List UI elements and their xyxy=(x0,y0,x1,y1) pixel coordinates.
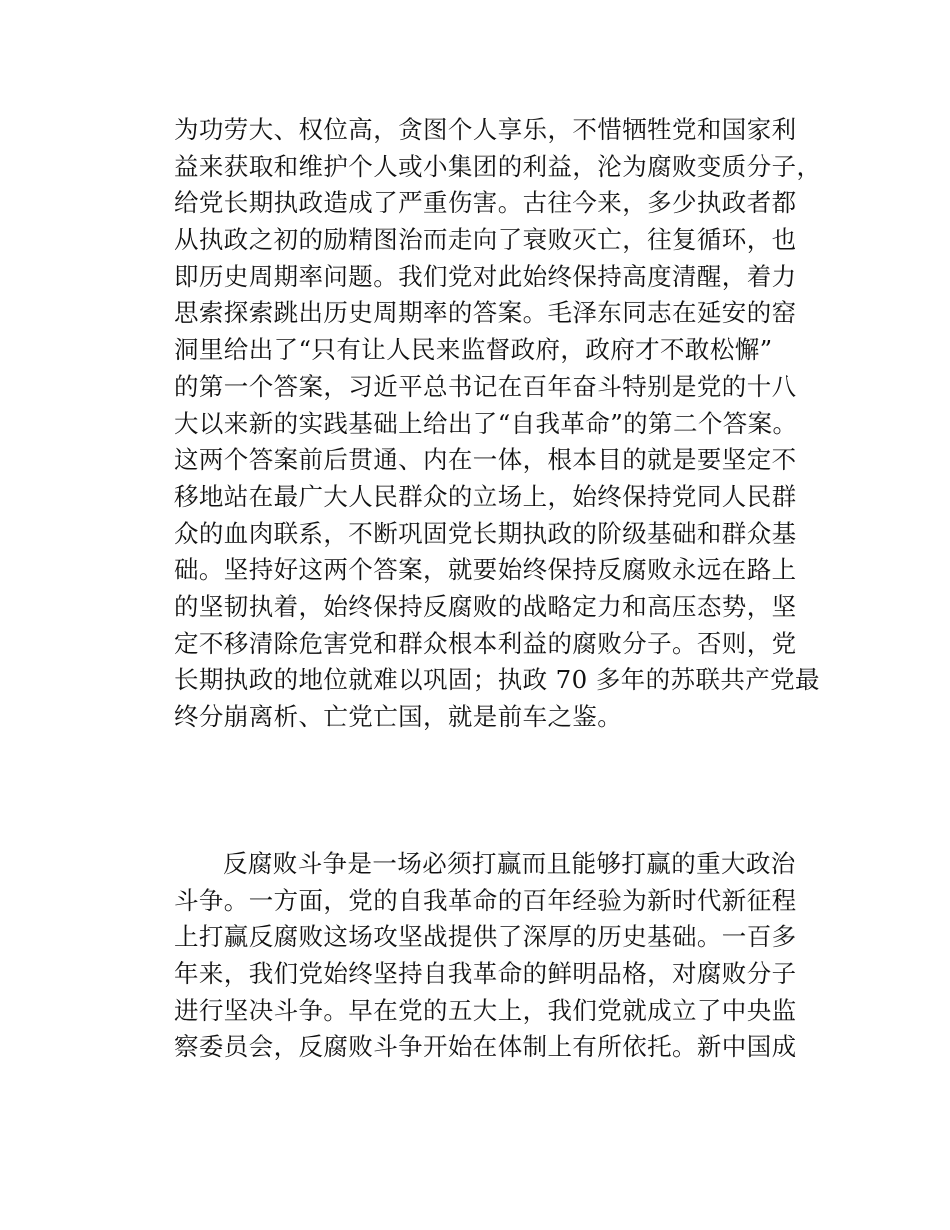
paragraph-line: 的第一个答案，习近平总书记在百年奋斗特别是党的十八 xyxy=(174,371,797,401)
paragraph-line: 年来，我们党始终坚持自我革命的鲜明品格，对腐败分子 xyxy=(174,959,797,989)
paragraph-line: 从执政之初的励精图治而走向了衰败灭亡，往复循环，也 xyxy=(174,225,797,255)
paragraph-line: 众的血肉联系，不断巩固党长期执政的阶级基础和群众基 xyxy=(174,518,797,548)
paragraph-line: 斗争。一方面，党的自我革命的百年经验为新时代新征程 xyxy=(174,885,797,915)
paragraph-line: 这两个答案前后贯通、内在一体，根本目的就是要坚定不 xyxy=(174,445,797,475)
paragraph-line: 给党长期执政造成了严重伤害。古往今来，多少执政者都 xyxy=(174,188,797,218)
paragraph-line: 的坚韧执着，始终保持反腐败的战略定力和高压态势，坚 xyxy=(174,591,797,621)
paragraph-2 xyxy=(174,846,814,1066)
paragraph-line: 反腐败斗争是一场必须打赢而且能够打赢的重大政治 xyxy=(223,849,796,878)
paragraph-line: 进行坚决斗争。早在党的五大上，我们党就成立了中央监 xyxy=(174,995,797,1025)
paragraph-line: 础。坚持好这两个答案，就要始终保持反腐败永远在路上 xyxy=(174,555,797,585)
paragraph-line: 终分崩离析、亡党亡国，就是前车之鉴。 xyxy=(174,702,623,731)
paragraph-line: 定不移清除危害党和群众根本利益的腐败分子。否则，党 xyxy=(174,628,797,658)
paragraph-line: 益来获取和维护个人或小集团的利益，沦为腐败变质分子， xyxy=(174,151,822,181)
paragraph-line: 洞里给出了“只有让人民来监督政府，政府才不敢松懈” xyxy=(174,335,773,365)
paragraph-line: 察委员会，反腐败斗争开始在体制上有所依托。新中国成 xyxy=(174,1032,797,1062)
paragraph-line: 上打赢反腐败这场攻坚战提供了深厚的历史基础。一百多 xyxy=(174,922,797,952)
paragraph-line: 为功劳大、权位高，贪图个人享乐，不惜牺牲党和国家利 xyxy=(174,115,797,144)
paragraph-line: 移地站在最广大人民群众的立场上，始终保持党同人民群 xyxy=(174,481,797,511)
paragraph-line: 即历史周期率问题。我们党对此始终保持高度清醒，着力 xyxy=(174,261,797,291)
paragraph-line: 长期执政的地位就难以巩固；执政 70 多年的苏联共产党最 xyxy=(174,665,820,695)
paragraph-1 xyxy=(174,112,822,736)
paragraph-line: 大以来新的实践基础上给出了“自我革命”的第二个答案。 xyxy=(174,408,798,438)
paragraph-line: 思索探索跳出历史周期率的答案。毛泽东同志在延安的窑 xyxy=(174,298,797,328)
